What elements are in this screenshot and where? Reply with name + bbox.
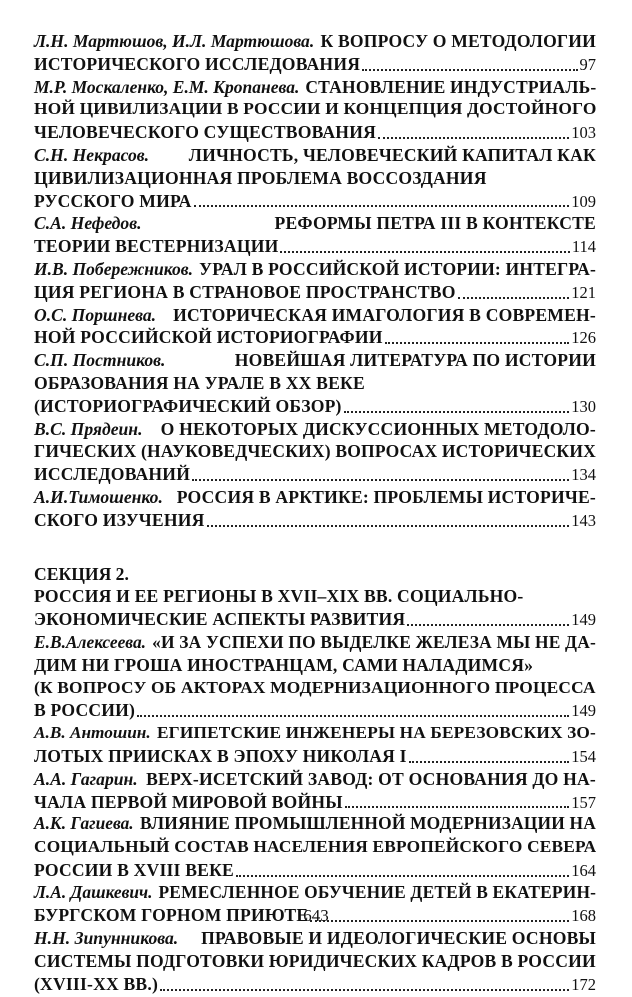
leader-dots	[385, 342, 570, 344]
toc-entry-line	[34, 745, 596, 768]
toc-entry-line	[34, 144, 596, 167]
toc-entry-line	[34, 121, 596, 144]
page-number: 643	[303, 906, 329, 925]
entry-title-text: ТЕОРИИ ВЕСТЕРНИЗАЦИИ	[34, 236, 279, 257]
toc-entry	[34, 76, 596, 144]
toc-entry-line	[34, 281, 596, 304]
entry-title-text: «И ЗА УСПЕХИ ПО ВЫДЕЛКЕ ЖЕЛЕЗА МЫ НЕ ДА-	[152, 631, 596, 652]
entry-page-number: 109	[571, 191, 596, 211]
entry-page-number: 143	[571, 510, 596, 530]
entry-page-number: 164	[571, 860, 596, 880]
entry-author: С.Н. Некрасов.	[34, 144, 150, 165]
leader-dots	[345, 806, 570, 808]
entry-title-text: СКОГО ИЗУЧЕНИЯ	[34, 509, 205, 530]
toc-entry-line	[34, 372, 596, 395]
entry-page-number: 168	[571, 906, 596, 926]
toc-entry	[34, 212, 596, 258]
toc-entry	[34, 486, 596, 532]
entry-title-text: ЦИЯ РЕГИОНА В СТРАНОВОЕ ПРОСТРАНСТВО	[34, 281, 456, 302]
leader-dots	[458, 297, 570, 299]
toc-entry-line	[34, 30, 596, 53]
toc-part-2	[34, 631, 596, 996]
toc-entry-line	[34, 167, 596, 190]
entry-title-text: СИСТЕМЫ ПОДГОТОВКИ ЮРИДИЧЕСКИХ КАДРОВ В РОССИИ	[34, 951, 596, 972]
entry-author: А.И.Тимошенко.	[34, 486, 163, 507]
entry-author: О.С. Поршнева.	[34, 304, 157, 325]
toc-entry-line	[34, 418, 596, 441]
toc-entry	[34, 927, 596, 995]
entry-author: С.А. Нефедов.	[34, 213, 142, 234]
entry-page-number: 172	[571, 974, 596, 994]
entry-title-text: НОВЕЙШАЯ ЛИТЕРАТУРА ПО ИСТОРИИ	[234, 350, 596, 371]
entry-title-text: РУССКОГО МИРА	[34, 190, 192, 211]
toc-entry-line	[34, 950, 596, 973]
leader-dots	[362, 69, 577, 71]
toc-entry-line	[34, 927, 596, 950]
section-title-line	[34, 585, 596, 608]
toc-entry	[34, 722, 596, 768]
section-label: СЕКЦИЯ 2.	[34, 563, 129, 584]
toc-entry	[34, 631, 596, 722]
entry-title-text: О НЕКОТОРЫХ ДИСКУССИОННЫХ МЕТОДОЛО-	[160, 418, 596, 439]
entry-title-text: РЕФОРМЫ ПЕТРА III В КОНТЕКСТЕ	[274, 213, 596, 234]
entry-page-number: 157	[571, 792, 596, 812]
toc-entry-line	[34, 395, 596, 418]
leader-dots	[194, 205, 570, 207]
entry-author: М.Р. Москаленко, Е.М. Кропанева.	[34, 76, 300, 97]
entry-title-text: РЕМЕСЛЕННОЕ ОБУЧЕНИЕ ДЕТЕЙ В ЕКАТЕРИН-	[158, 882, 597, 902]
entry-title-text: ВЛИЯНИЕ ПРОМЫШЛЕННОЙ МОДЕРНИЗАЦИИ НА	[139, 814, 596, 834]
entry-page-number: 97	[579, 54, 596, 74]
entry-author: С.П. Постников.	[34, 350, 166, 371]
toc-entry-line	[34, 836, 596, 859]
entry-author: А.К. Гагиева.	[34, 814, 134, 834]
entry-author: А.В. Антошин.	[34, 723, 151, 743]
toc-entry-line	[34, 190, 596, 213]
toc-entry-line	[34, 654, 596, 677]
toc-entry	[34, 768, 596, 814]
entry-title-text: ЕГИПЕТСКИЕ ИНЖЕНЕРЫ НА БЕРЕЗОВСКИХ ЗО-	[156, 723, 596, 743]
section-page-number: 149	[571, 610, 596, 630]
entry-title-text: РОССИЯ В АРКТИКЕ: ПРОБЛЕМЫ ИСТОРИЧЕ-	[176, 486, 596, 507]
entry-author: Л.Н. Мартюшов, И.Л. Мартюшова.	[34, 31, 315, 51]
entry-page-number: 149	[571, 701, 596, 721]
leader-dots	[192, 479, 569, 481]
toc-entry-line	[34, 813, 596, 836]
toc-entry	[34, 144, 596, 212]
toc-entry	[34, 258, 596, 304]
table-of-contents	[34, 30, 596, 996]
toc-entry	[34, 418, 596, 486]
toc-entry-line	[34, 859, 596, 882]
entry-title-text: БУРГСКОМ ГОРНОМ ПРИЮТЕ	[34, 905, 309, 926]
toc-entry-line	[34, 235, 596, 258]
entry-title-text: ЛОТЫХ ПРИИСКАХ В ЭПОХУ НИКОЛАЯ I	[34, 745, 407, 766]
leader-dots	[236, 875, 569, 877]
section-title-text: ЭКОНОМИЧЕСКИЕ АСПЕКТЫ РАЗВИТИЯ	[34, 609, 406, 630]
leader-dots	[207, 525, 570, 527]
entry-title-text: (XVIII-XX ВВ.)	[34, 973, 159, 994]
entry-title-text: ЧЕЛОВЕЧЕСКОГО СУЩЕСТВОВАНИЯ	[34, 122, 376, 143]
entry-title-text: СТАНОВЛЕНИЕ ИНДУСТРИАЛЬ-	[305, 76, 597, 97]
entry-title-text: НОЙ РОССИЙСКОЙ ИСТОРИОГРАФИИ	[34, 327, 383, 348]
leader-dots	[344, 411, 570, 413]
entry-title-text: НОЙ ЦИВИЛИЗАЦИИ В РОССИИ И КОНЦЕПЦИЯ ДОСТОЙНОГО	[34, 99, 597, 119]
section-title	[34, 585, 596, 631]
toc-entry-line	[34, 212, 596, 235]
toc-entry	[34, 304, 596, 350]
entry-title-text: (ИСТОРИОГРАФИЧЕСКИЙ ОБЗОР)	[34, 395, 342, 416]
toc-entry-line	[34, 98, 596, 121]
toc-entry-line	[34, 768, 596, 791]
leader-dots	[407, 624, 569, 626]
entry-title-text: ОБРАЗОВАНИЯ НА УРАЛЕ В XX ВЕКЕ	[34, 372, 365, 393]
toc-entry-line	[34, 304, 596, 327]
toc-entry-line	[34, 326, 596, 349]
leader-dots	[137, 715, 569, 717]
entry-title-text: В РОССИИ)	[34, 700, 136, 721]
toc-entry-line	[34, 349, 596, 372]
entry-author: Н.Н. Зипунникова.	[34, 928, 179, 949]
entry-page-number: 134	[571, 465, 596, 485]
entry-title-text: РОССИИ В XVIII ВЕКЕ	[34, 859, 234, 880]
entry-title-text: ИСТОРИЧЕСКОГО ИССЛЕДОВАНИЯ	[34, 53, 361, 74]
entry-title-text: (К ВОПРОСУ ОБ АКТОРАХ МОДЕРНИЗАЦИОННОГО ПРОЦЕССА	[34, 677, 596, 697]
entry-page-number: 126	[571, 328, 596, 348]
toc-entry-line	[34, 463, 596, 486]
leader-dots	[409, 761, 570, 763]
entry-title-text: ИСТОРИЧЕСКАЯ ИМАГОЛОГИЯ В СОВРЕМЕН-	[173, 304, 596, 325]
leader-dots	[160, 989, 569, 991]
entry-title-text: ИССЛЕДОВАНИЙ	[34, 464, 191, 485]
entry-author: И.В. Побережников.	[34, 258, 194, 279]
entry-title-text: УРАЛ В РОССИЙСКОЙ ИСТОРИИ: ИНТЕГРА-	[199, 258, 596, 279]
section-title-text: РОССИЯ И ЕЕ РЕГИОНЫ В XVII–XIX ВВ. СОЦИАЛЬНО-	[34, 586, 524, 607]
toc-entry-line	[34, 791, 596, 814]
entry-author: А.А. Гагарин.	[34, 768, 138, 789]
toc-entry-line	[34, 882, 596, 905]
leader-dots	[378, 137, 569, 139]
entry-title-text: ПРАВОВЫЕ И ИДЕОЛОГИЧЕСКИЕ ОСНОВЫ	[201, 928, 596, 949]
entry-page-number: 114	[571, 237, 596, 257]
toc-entry	[34, 349, 596, 417]
toc-part-1	[34, 30, 596, 532]
toc-entry-line	[34, 53, 596, 76]
toc-entry-line	[34, 973, 596, 996]
toc-entry	[34, 813, 596, 881]
section-heading	[34, 563, 596, 631]
toc-entry-line	[34, 486, 596, 509]
toc-entry-line	[34, 699, 596, 722]
toc-entry-line	[34, 76, 596, 99]
entry-page-number: 154	[571, 746, 596, 766]
toc-entry-line	[34, 631, 596, 654]
toc-entry-line	[34, 677, 596, 700]
entry-title-text: ДИМ НИ ГРОША ИНОСТРАНЦАМ, САМИ НАЛАДИМСЯ»	[34, 654, 534, 675]
leader-dots	[280, 251, 569, 253]
toc-entry-line	[34, 440, 596, 463]
entry-author: В.С. Прядеин.	[34, 418, 143, 439]
entry-title-text: СОЦИАЛЬНЫЙ СОСТАВ НАСЕЛЕНИЯ ЕВРОПЕЙСКОГО СЕВЕРА	[34, 837, 597, 857]
toc-entry-line	[34, 722, 596, 745]
entry-title-text: ЦИВИЛИЗАЦИОННАЯ ПРОБЛЕМА ВОССОЗДАНИЯ	[34, 167, 487, 188]
entry-author: Л.А. Дашкевич.	[34, 882, 153, 902]
entry-title-text: ГИЧЕСКИХ (НАУКОВЕДЧЕСКИХ) ВОПРОСАХ ИСТОРИЧЕСКИХ	[34, 441, 596, 462]
entry-page-number: 121	[571, 282, 596, 302]
entry-title-text: К ВОПРОСУ О МЕТОДОЛОГИИ	[320, 31, 596, 51]
entry-title-text: ЛИЧНОСТЬ, ЧЕЛОВЕЧЕСКИЙ КАПИТАЛ КАК	[188, 144, 596, 165]
entry-title-text: ВЕРХ-ИСЕТСКИЙ ЗАВОД: ОТ ОСНОВАНИЯ ДО НА-	[146, 768, 596, 789]
entry-title-text: ЧАЛА ПЕРВОЙ МИРОВОЙ ВОЙНЫ	[34, 791, 343, 812]
entry-author: Е.В.Алексеева.	[34, 631, 147, 652]
toc-entry-line	[34, 509, 596, 532]
section-title-line	[34, 608, 596, 631]
toc-entry	[34, 30, 596, 76]
toc-entry-line	[34, 258, 596, 281]
entry-page-number: 103	[571, 123, 596, 143]
entry-page-number: 130	[571, 396, 596, 416]
